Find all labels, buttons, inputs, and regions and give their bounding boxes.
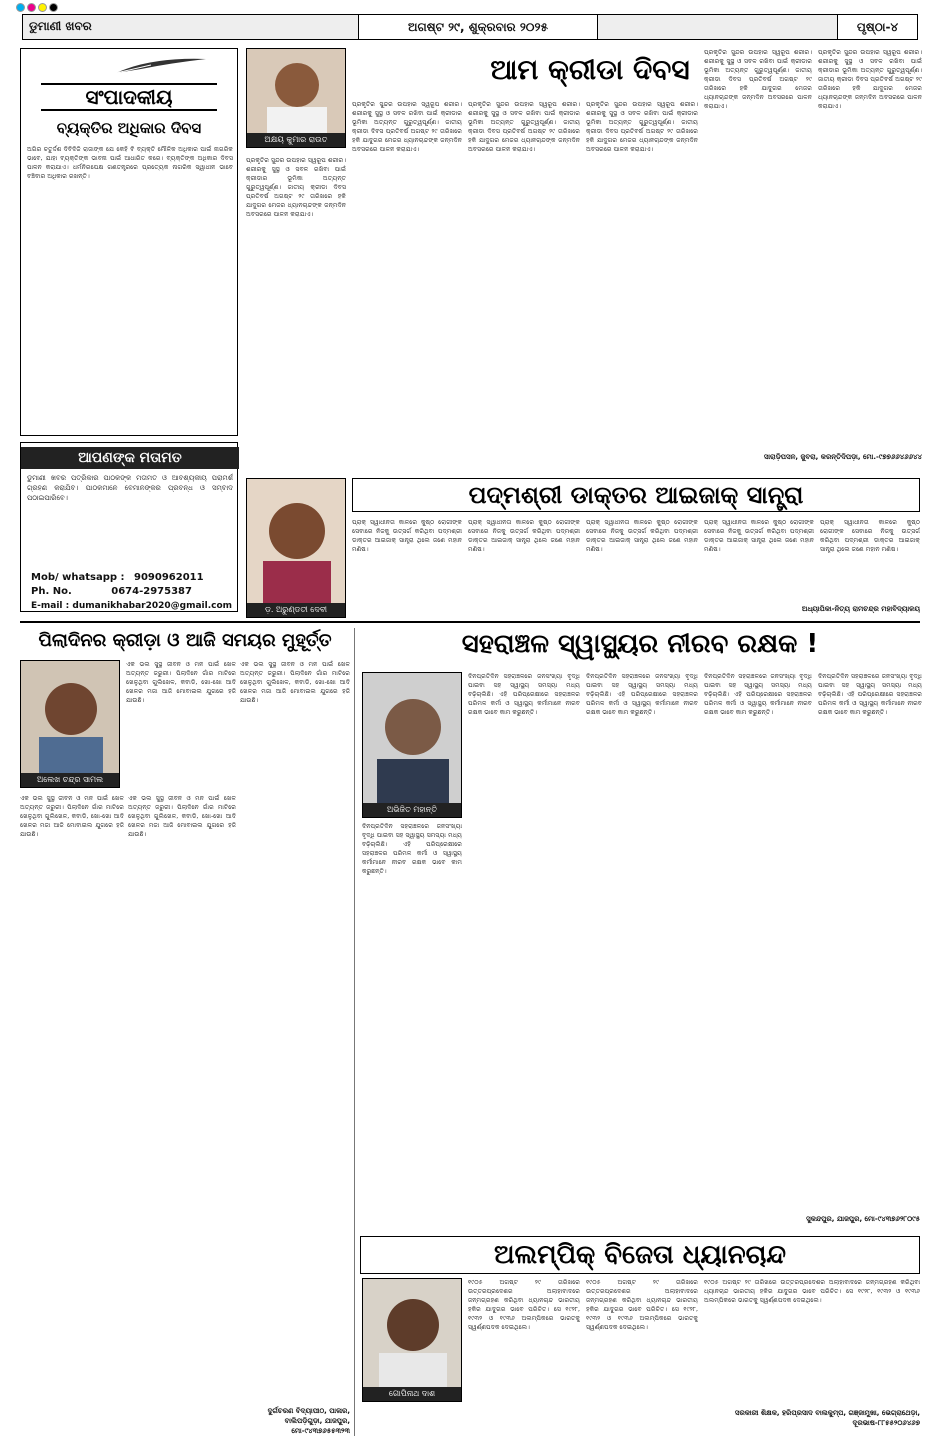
article-body-padmashri-5: ପ୍ରାକ୍ ସ୍ୱାଧୀନତା କାଳରେ କୁଷ୍ଠ ରୋଗୀଙ୍କ ସେବାରେ ନିଜକୁ ଉତ୍ସର୍ଗ କରିଥିବା ପଦ୍ମଶ୍ରୀ ଡାକ୍ତର ଆଇଜାକ୍ ସାନ୍ତ୍ରା ଥିଲେ ଜଣେ ମହାନ ମଣିଷ। — [820, 519, 920, 553]
article-body-padmashri-2: ପ୍ରାକ୍ ସ୍ୱାଧୀନତା କାଳରେ କୁଷ୍ଠ ରୋଗୀଙ୍କ ସେବାରେ ନିଜକୁ ଉତ୍ସର୍ଗ କରିଥିବା ପଦ୍ମଶ୍ରୀ ଡାକ୍ତର ଆଇଜାକ୍ ସାନ୍ତ୍ରା ଥିଲେ ଜଣେ ମହାନ ମଣିଷ। — [468, 519, 580, 553]
contact-phone — [31, 585, 231, 599]
author-photo-alekh — [20, 660, 120, 788]
editorial-body: ଅଗିର ଚତୁର୍ଦ୍ଦଶ ଦିବିଦିଜି ରାଜାଙ୍କ ଯେ କେହି ବି ବ୍ୟକ୍ତି ମୌଳିକ ଅଧିକାର ପାଇଁ ନାଗରିକ ଭାବେ, ଯାହା ବ୍ୟକ୍ତିଙ୍କ ଭାବନା ପାଇଁ ଆଧାରିତ କରେ। ବ୍ୟକ୍ତିଙ୍କ ଅଧିକାର ଦିବସ ପାଳନ କରାଯାଏ। ଧର୍ମନିରପେକ୍ଷ ଗଣତନ୍ତ୍ରରେ ପ୍ରତ୍ୟେକ ନାଗରିକ ସ୍ୱାଧୀନ ଭାବେ ବଞ୍ଚିବାର ଅଧିକାର ରଖନ୍ତି। — [27, 146, 233, 180]
article-body-childhood-3: ଏକ ଭଲ ସୁସ୍ଥ ଜୀବନ ଓ ମନ ପାଇଁ ଖେଳ ଅତ୍ୟନ୍ତ ଜରୁରୀ। ପିଲାଦିନେ ଗାଁର ମାଟିରେ ଖେଳୁଥିବା ଗୁଲିଖେଳ, କବାଡି, ଖୋ-ଖୋ ଆଦି ଖେଳର ମଜା ଆଜି ମୋବାଇଲ ଯୁଗରେ ହଜି ଯାଉଛି। — [128, 795, 236, 838]
page-number: ପୃଷ୍ଠା-୪ — [837, 15, 917, 39]
article-body-dhyanchand-1: ୧୯୦୫ ଅଗଷ୍ଟ ୨୯ ତାରିଖରେ ଉତ୍ତରପ୍ରଦେଶର ଅଲାହାବାଦରେ ଜନ୍ମଗ୍ରହଣ କରିଥିବା ଧ୍ୟାନଚାନ୍ଦ ଭାରତୀୟ ହକିର ଯାଦୁଗର ଭାବେ ପରିଚିତ। ସେ ୧୯୨୮, ୧୯୩୨ ଓ ୧୯୩୬ ଅଲମ୍ପିକରେ ଭାରତକୁ ସ୍ୱର୍ଣ୍ଣପଦକ ଦେଇଥିଲେ। — [468, 1279, 580, 1331]
article-body-dhyanchand-3: ୧୯୦୫ ଅଗଷ୍ଟ ୨୯ ତାରିଖରେ ଉତ୍ତରପ୍ରଦେଶର ଅଲାହାବାଦରେ ଜନ୍ମଗ୍ରହଣ କରିଥିବା ଧ୍ୟାନଚାନ୍ଦ ଭାରତୀୟ ହକିର ଯାଦୁଗର ଭାବେ ପରିଚିତ। ସେ ୧୯୨୮, ୧୯୩୨ ଓ ୧୯୩୬ ଅଲମ୍ପିକରେ ଭାରତକୁ ସ୍ୱର୍ଣ୍ଣପଦକ ଦେଇଥିଲେ। — [704, 1279, 920, 1304]
article-body-urban-health-5: ଦିନପ୍ରତିଦିନ ସହରାଞ୍ଚଳରେ ଜନସଂଖ୍ୟା ବୃଦ୍ଧି ପାଇବା ସହ ସ୍ୱାସ୍ଥ୍ୟ ସମସ୍ୟା ମଧ୍ୟ ବଢ଼ିଚାଲିଛି। ଏହି ପରିପ୍ରେକ୍ଷୀରେ ସହରାଞ୍ଚଳର ପରିମଳ କର୍ମୀ ଓ ସ୍ୱାସ୍ଥ୍ୟ କର୍ମୀମାନେ ନୀରବ ରକ୍ଷକ ଭାବେ କାମ କରୁଛନ୍ତି। — [818, 673, 922, 716]
author-caption: ଗୋପିନାଥ ଦାଶ — [363, 1387, 461, 1401]
cmyk-yellow-dot — [38, 3, 47, 12]
article-body-sports-day-5: ପ୍ରକୃତିର ସୁନ୍ଦର ଉପହାର ସ୍ୱରୂପ ଶରୀର। ଶରୀରକୁ ସୁସ୍ଥ ଓ ସବଳ ରଖିବା ପାଇଁ କ୍ରୀଡାର ଭୂମିକା ଅତ୍ୟନ୍ତ ଗୁରୁତ୍ୱପୂର୍ଣ୍ଣ। ଜାତୀୟ କ୍ରୀଡା ଦିବସ ପ୍ରତିବର୍ଷ ଅଗଷ୍ଟ ୨୯ ତାରିଖରେ ହକି ଯାଦୁଗର ମେଜର ଧ୍ୟାନଚାନ୍ଦଙ୍କ ଜନ୍ମଦିନ ଅବସରରେ ପାଳନ କରାଯାଏ। — [704, 49, 812, 110]
phone-number: 0674-2975387 — [111, 586, 192, 597]
opinion-heading: ଆପଣଙ୍କ ମତାମତ — [21, 447, 239, 469]
editorial-title: ବ୍ୟକ୍ତିର ଅଧିକାର ଦିବସ — [56, 119, 202, 137]
email-label: E-mail : — [31, 601, 70, 611]
section-divider — [20, 621, 920, 623]
issue-date: ଅଗଷ୍ଟ ୨୯, ଶୁକ୍ରବାର ୨୦୨୫ — [358, 15, 598, 39]
article-title-sports-day: ଆମ କ୍ରୀଡା ଦିବସ — [490, 53, 690, 86]
author-caption: ଅକ୍ଷୟ କୁମାର ରାଉତ — [247, 133, 345, 147]
phone-label: Ph. No. — [31, 586, 72, 597]
article-body-sports-day-2: ପ୍ରକୃତିର ସୁନ୍ଦର ଉପହାର ସ୍ୱରୂପ ଶରୀର। ଶରୀରକୁ ସୁସ୍ଥ ଓ ସବଳ ରଖିବା ପାଇଁ କ୍ରୀଡାର ଭୂମିକା ଅତ୍ୟନ୍ତ ଗୁରୁତ୍ୱପୂର୍ଣ୍ଣ। ଜାତୀୟ କ୍ରୀଡା ଦିବସ ପ୍ରତିବର୍ଷ ଅଗଷ୍ଟ ୨୯ ତାରିଖରେ ହକି ଯାଦୁଗର ମେଜର ଧ୍ୟାନଚାନ୍ଦଙ୍କ ଜନ୍ମଦିନ ଅବସରରେ ପାଳନ କରାଯାଏ। — [352, 101, 462, 153]
author-photo-abhijit — [362, 672, 462, 818]
author-photo-akshay — [246, 48, 346, 148]
cmyk-cyan-dot — [16, 3, 25, 12]
article-body-childhood-1: ଏକ ଭଲ ସୁସ୍ଥ ଜୀବନ ଓ ମନ ପାଇଁ ଖେଳ ଅତ୍ୟନ୍ତ ଜରୁରୀ। ପିଲାଦିନେ ଗାଁର ମାଟିରେ ଖେଳୁଥିବା ଗୁଲିଖେଳ, କବାଡି, ଖୋ-ଖୋ ଆଦି ଖେଳର ମଜା ଆଜି ମୋବାଇଲ ଯୁଗରେ ହଜି ଯାଉଛି। — [126, 661, 236, 704]
article-body-childhood-2: ଏକ ଭଲ ସୁସ୍ଥ ଜୀବନ ଓ ମନ ପାଇଁ ଖେଳ ଅତ୍ୟନ୍ତ ଜରୁରୀ। ପିଲାଦିନେ ଗାଁର ମାଟିରେ ଖେଳୁଥିବା ଗୁଲିଖେଳ, କବାଡି, ଖୋ-ଖୋ ଆଦି ଖେଳର ମଜା ଆଜି ମୋବାଇଲ ଯୁଗରେ ହଜି ଯାଉଛି। — [20, 795, 124, 838]
article-signoff-sports-day: ସାରାଡ଼ିପସନ, ଜୁବରା, କରନ୍ତିଦିପଡ଼ା, ମୋ.-୯୭୭୬୬୪୬୬୪୪ — [763, 453, 922, 461]
column-divider — [354, 628, 355, 1436]
cmyk-magenta-dot — [27, 3, 36, 12]
article-title-dhyanchand: ଅଲମ୍ପିକ୍ ବିଜେତା ଧ୍ୟାନଚାନ୍ଦ — [360, 1236, 920, 1274]
article-body-padmashri-3: ପ୍ରାକ୍ ସ୍ୱାଧୀନତା କାଳରେ କୁଷ୍ଠ ରୋଗୀଙ୍କ ସେବାରେ ନିଜକୁ ଉତ୍ସର୍ଗ କରିଥିବା ପଦ୍ମଶ୍ରୀ ଡାକ୍ତର ଆଇଜାକ୍ ସାନ୍ତ୍ରା ଥିଲେ ଜଣେ ମହାନ ମଣିଷ। — [586, 519, 698, 553]
article-signoff-dhyanchand: ସରକାରୀ ଶିକ୍ଷକ, ହରିପ୍ରସାଦ ବାଲକୁମ୍ପ, ଗଞ୍ଜାମୁଖା, ଭେଗ୍ରାଥେଡ଼ା, ଦୂରଭାଷ-୮୮୫୫୨୦୬୪୬୭ — [734, 1409, 920, 1427]
opinion-body: ଡୁମାଣୀ ଖବର ପତ୍ରିକାର ପାଠକଙ୍କ ମତାମତ ଓ ଆବଶ୍ୟକୀୟ ପରାମର୍ଶ ଗ୍ରହଣ କରାଯିବ। ପାଠକମାନେ ବେମାନଙ୍କର ପ୍ରବନ୍ଧ ଓ ସମ୍ବାଦ ପଠାଇପାରିବେ। — [27, 474, 233, 502]
article-body-childhood-4: ଏକ ଭଲ ସୁସ୍ଥ ଜୀବନ ଓ ମନ ପାଇଁ ଖେଳ ଅତ୍ୟନ୍ତ ଜରୁରୀ। ପିଲାଦିନେ ଗାଁର ମାଟିରେ ଖେଳୁଥିବା ଗୁଲିଖେଳ, କବାଡି, ଖୋ-ଖୋ ଆଦି ଖେଳର ମଜା ଆଜି ମୋବାଇଲ ଯୁଗରେ ହଜି ଯାଉଛି। — [240, 661, 350, 704]
article-title-urban-health: ସହରାଞ୍ଚଳ ସ୍ୱାସ୍ଥ୍ୟର ନୀରବ ରକ୍ଷକ ! — [461, 629, 819, 659]
opinion-box — [20, 442, 238, 612]
contact-mobile — [31, 571, 231, 585]
mobile-number: 9090962011 — [133, 572, 204, 583]
article-signoff-padmashri: ଅଧ୍ୟାପିକା-ନିତ୍ୟ ରାମଚନ୍ଦ୍ର ମହାବିଦ୍ୟାଳୟ — [801, 605, 920, 613]
email-address[interactable]: dumanikhabar2020@gmail.com — [72, 601, 233, 611]
quill-icon — [111, 55, 211, 77]
article-signoff-childhood: ଦୁର୍ଗଚରଣ ବିଦ୍ୟାପୀଠ, ପାଳାର, ବାଲିପଡ଼ିଗୁଡ଼ା, ଯାଜପୁର, ମୋ-୯୪୩୭୬୫୫୩୨୩ — [267, 1407, 350, 1435]
paper-name: ଡୁମାଣୀ ଖବର — [29, 19, 92, 33]
article-body-sports-day-3: ପ୍ରକୃତିର ସୁନ୍ଦର ଉପହାର ସ୍ୱରୂପ ଶରୀର। ଶରୀରକୁ ସୁସ୍ଥ ଓ ସବଳ ରଖିବା ପାଇଁ କ୍ରୀଡାର ଭୂମିକା ଅତ୍ୟନ୍ତ ଗୁରୁତ୍ୱପୂର୍ଣ୍ଣ। ଜାତୀୟ କ୍ରୀଡା ଦିବସ ପ୍ରତିବର୍ଷ ଅଗଷ୍ଟ ୨୯ ତାରିଖରେ ହକି ଯାଦୁଗର ମେଜର ଧ୍ୟାନଚାନ୍ଦଙ୍କ ଜନ୍ମଦିନ ଅବସରରେ ପାଳନ କରାଯାଏ। — [468, 101, 580, 153]
article-body-urban-health-2: ଦିନପ୍ରତିଦିନ ସହରାଞ୍ଚଳରେ ଜନସଂଖ୍ୟା ବୃଦ୍ଧି ପାଇବା ସହ ସ୍ୱାସ୍ଥ୍ୟ ସମସ୍ୟା ମଧ୍ୟ ବଢ଼ିଚାଲିଛି। ଏହି ପରିପ୍ରେକ୍ଷୀରେ ସହରାଞ୍ଚଳର ପରିମଳ କର୍ମୀ ଓ ସ୍ୱାସ୍ଥ୍ୟ କର୍ମୀମାନେ ନୀରବ ରକ୍ଷକ ଭାବେ କାମ କରୁଛନ୍ତି। — [468, 673, 580, 716]
article-title-padmashri: ପଦ୍ମଶ୍ରୀ ଡାକ୍ତର ଆଇଜାକ୍ ସାନ୍ତ୍ରା — [352, 478, 920, 512]
article-body-urban-health-3: ଦିନପ୍ରତିଦିନ ସହରାଞ୍ଚଳରେ ଜନସଂଖ୍ୟା ବୃଦ୍ଧି ପାଇବା ସହ ସ୍ୱାସ୍ଥ୍ୟ ସମସ୍ୟା ମଧ୍ୟ ବଢ଼ିଚାଲିଛି। ଏହି ପରିପ୍ରେକ୍ଷୀରେ ସହରାଞ୍ଚଳର ପରିମଳ କର୍ମୀ ଓ ସ୍ୱାସ୍ଥ୍ୟ କର୍ମୀମାନେ ନୀରବ ରକ୍ଷକ ଭାବେ କାମ କରୁଛନ୍ତି। — [586, 673, 698, 716]
masthead-bar — [22, 14, 918, 40]
author-caption: ଡ଼. ଅରୁଣ୍ଡତୀ ଦେବୀ — [247, 603, 345, 617]
article-body-sports-day-6: ପ୍ରକୃତିର ସୁନ୍ଦର ଉପହାର ସ୍ୱରୂପ ଶରୀର। ଶରୀରକୁ ସୁସ୍ଥ ଓ ସବଳ ରଖିବା ପାଇଁ କ୍ରୀଡାର ଭୂମିକା ଅତ୍ୟନ୍ତ ଗୁରୁତ୍ୱପୂର୍ଣ୍ଣ। ଜାତୀୟ କ୍ରୀଡା ଦିବସ ପ୍ରତିବର୍ଷ ଅଗଷ୍ଟ ୨୯ ତାରିଖରେ ହକି ଯାଦୁଗର ମେଜର ଧ୍ୟାନଚାନ୍ଦଙ୍କ ଜନ୍ମଦିନ ଅବସରରେ ପାଳନ କରାଯାଏ। — [818, 49, 922, 110]
author-photo-gopinath — [362, 1278, 462, 1402]
article-body-sports-day-1: ପ୍ରକୃତିର ସୁନ୍ଦର ଉପହାର ସ୍ୱରୂପ ଶରୀର। ଶରୀରକୁ ସୁସ୍ଥ ଓ ସବଳ ରଖିବା ପାଇଁ କ୍ରୀଡାର ଭୂମିକା ଅତ୍ୟନ୍ତ ଗୁରୁତ୍ୱପୂର୍ଣ୍ଣ। ଜାତୀୟ କ୍ରୀଡା ଦିବସ ପ୍ରତିବର୍ଷ ଅଗଷ୍ଟ ୨୯ ତାରିଖରେ ହକି ଯାଦୁଗର ମେଜର ଧ୍ୟାନଚାନ୍ଦଙ୍କ ଜନ୍ମଦିନ ଅବସରରେ ପାଳନ କରାଯାଏ। — [246, 157, 346, 218]
article-body-urban-health-4: ଦିନପ୍ରତିଦିନ ସହରାଞ୍ଚଳରେ ଜନସଂଖ୍ୟା ବୃଦ୍ଧି ପାଇବା ସହ ସ୍ୱାସ୍ଥ୍ୟ ସମସ୍ୟା ମଧ୍ୟ ବଢ଼ିଚାଲିଛି। ଏହି ପରିପ୍ରେକ୍ଷୀରେ ସହରାଞ୍ଚଳର ପରିମଳ କର୍ମୀ ଓ ସ୍ୱାସ୍ଥ୍ୟ କର୍ମୀମାନେ ନୀରବ ରକ୍ଷକ ଭାବେ କାମ କରୁଛନ୍ତି। — [704, 673, 812, 716]
author-caption: ଅଲେଖ ଚନ୍ଦ୍ର ସାମଲ — [21, 773, 119, 787]
author-photo-arundhati — [246, 478, 346, 618]
cmyk-black-dot — [49, 3, 58, 12]
article-body-sports-day-4: ପ୍ରକୃତିର ସୁନ୍ଦର ଉପହାର ସ୍ୱରୂପ ଶରୀର। ଶରୀରକୁ ସୁସ୍ଥ ଓ ସବଳ ରଖିବା ପାଇଁ କ୍ରୀଡାର ଭୂମିକା ଅତ୍ୟନ୍ତ ଗୁରୁତ୍ୱପୂର୍ଣ୍ଣ। ଜାତୀୟ କ୍ରୀଡା ଦିବସ ପ୍ରତିବର୍ଷ ଅଗଷ୍ଟ ୨୯ ତାରିଖରେ ହକି ଯାଦୁଗର ମେଜର ଧ୍ୟାନଚାନ୍ଦଙ୍କ ଜନ୍ମଦିନ ଅବସରରେ ପାଳନ କରାଯାଏ। — [586, 101, 698, 153]
editorial-box — [20, 48, 238, 436]
article-signoff-urban-health: ସୁକନ୍ଦପୁର, ଯାଜପୁର, ମୋ-୯୪୩୭୬୨୮୦୯୫ — [806, 1215, 920, 1223]
article-body-dhyanchand-2: ୧୯୦୫ ଅଗଷ୍ଟ ୨୯ ତାରିଖରେ ଉତ୍ତରପ୍ରଦେଶର ଅଲାହାବାଦରେ ଜନ୍ମଗ୍ରହଣ କରିଥିବା ଧ୍ୟାନଚାନ୍ଦ ଭାରତୀୟ ହକିର ଯାଦୁଗର ଭାବେ ପରିଚିତ। ସେ ୧୯୨୮, ୧୯୩୨ ଓ ୧୯୩୬ ଅଲମ୍ପିକରେ ଭାରତକୁ ସ୍ୱର୍ଣ୍ଣପଦକ ଦେଇଥିଲେ। — [586, 1279, 698, 1331]
article-title-childhood-sports: ପିଲାଦିନର କ୍ରୀଡ଼ା ଓ ଆଜି ସମୟର ମୁହୂର୍ତ୍ତ — [38, 630, 332, 651]
author-caption: ଅଭିଜିତ ମହାନ୍ତି — [363, 803, 461, 817]
mobile-label: Mob/ whatsapp : — [31, 572, 125, 583]
editorial-heading: ସଂପାଦକୀୟ — [41, 83, 217, 111]
contact-email — [31, 599, 236, 613]
article-body-padmashri-4: ପ୍ରାକ୍ ସ୍ୱାଧୀନତା କାଳରେ କୁଷ୍ଠ ରୋଗୀଙ୍କ ସେବାରେ ନିଜକୁ ଉତ୍ସର୍ଗ କରିଥିବା ପଦ୍ମଶ୍ରୀ ଡାକ୍ତର ଆଇଜାକ୍ ସାନ୍ତ୍ରା ଥିଲେ ଜଣେ ମହାନ ମଣିଷ। — [704, 519, 814, 553]
article-body-urban-health-1: ଦିନପ୍ରତିଦିନ ସହରାଞ୍ଚଳରେ ଜନସଂଖ୍ୟା ବୃଦ୍ଧି ପାଇବା ସହ ସ୍ୱାସ୍ଥ୍ୟ ସମସ୍ୟା ମଧ୍ୟ ବଢ଼ିଚାଲିଛି। ଏହି ପରିପ୍ରେକ୍ଷୀରେ ସହରାଞ୍ଚଳର ପରିମଳ କର୍ମୀ ଓ ସ୍ୱାସ୍ଥ୍ୟ କର୍ମୀମାନେ ନୀରବ ରକ୍ଷକ ଭାବେ କାମ କରୁଛନ୍ତି। — [362, 823, 462, 875]
cmyk-registration-marks — [16, 3, 58, 12]
article-body-padmashri-1: ପ୍ରାକ୍ ସ୍ୱାଧୀନତା କାଳରେ କୁଷ୍ଠ ରୋଗୀଙ୍କ ସେବାରେ ନିଜକୁ ଉତ୍ସର୍ଗ କରିଥିବା ପଦ୍ମଶ୍ରୀ ଡାକ୍ତର ଆଇଜାକ୍ ସାନ୍ତ୍ରା ଥିଲେ ଜଣେ ମହାନ ମଣିଷ। — [352, 519, 462, 553]
